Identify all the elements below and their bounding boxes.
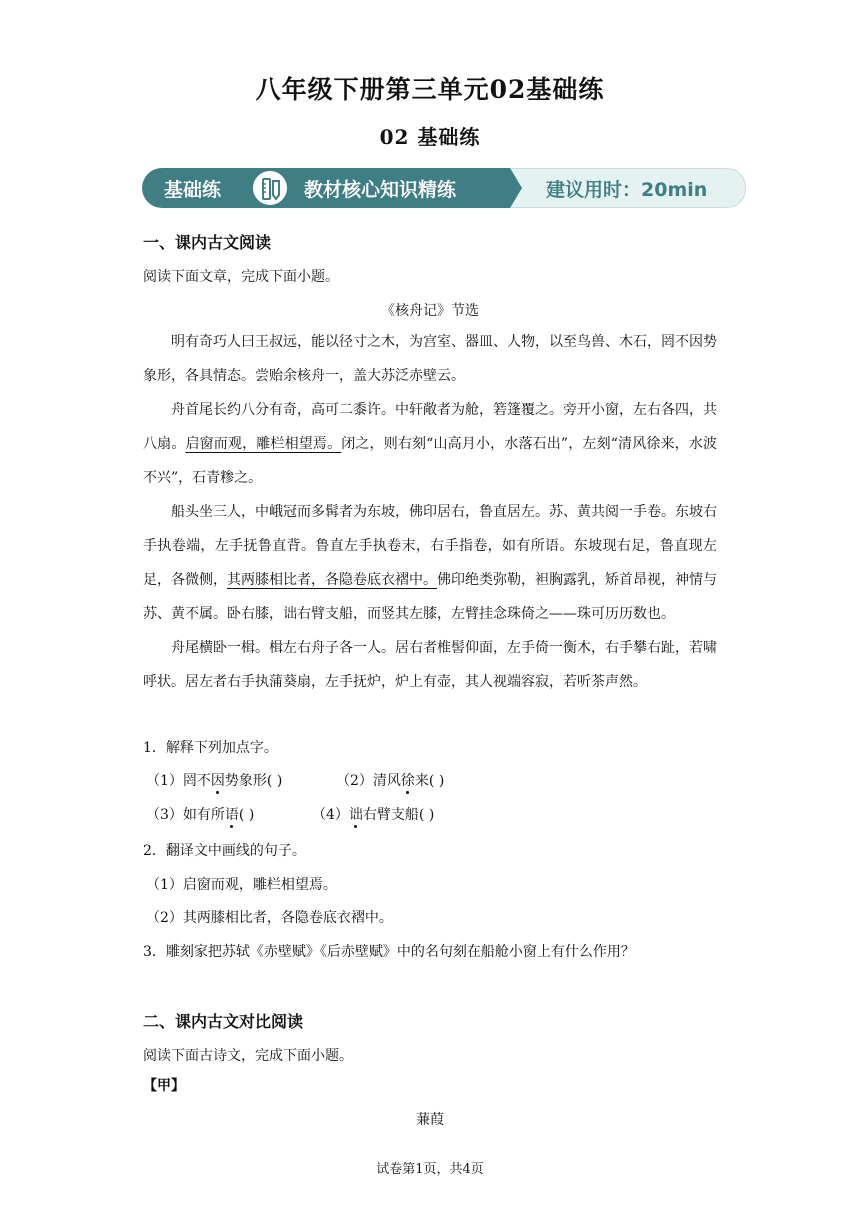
page-subtitle: 02 基础练	[379, 125, 481, 149]
question-1-item-1: （1）罔不因势象形( )	[146, 773, 283, 789]
passage-paragraph-4: 舟尾横卧一楫。楫左右舟子各一人。居右者椎髻仰面，左手倚一衡木，右手攀右趾，若啸呼状。居左者右手执蒲葵扇，左手抚炉，炉上有壶，其人视端容寂，若听茶声然。	[143, 640, 717, 690]
question-1-item-3: （3）如有所语( )	[146, 807, 255, 823]
page-title: 八年级下册第三单元02基础练	[255, 75, 605, 104]
section1-heading: 一、课内古文阅读	[143, 233, 272, 252]
passage-text	[143, 325, 717, 699]
banner-label-time: 建议用时：20min	[546, 179, 708, 201]
poem-title: 蒹葭	[416, 1112, 444, 1128]
banner-label-core: 教材核心知识精练	[304, 179, 457, 201]
section-banner	[142, 168, 746, 208]
section1-instruction: 阅读下面文章，完成下面小题。	[143, 269, 339, 285]
page-footer: 试卷第1页，共4页	[376, 1162, 484, 1177]
question-3: 3．雕刻家把苏轼《赤壁赋》《后赤壁赋》中的名句刻在船舱小窗上有什么作用？	[143, 944, 635, 960]
ruler-pencil-icon	[251, 169, 289, 207]
question-2: 2．翻译文中画线的句子。	[143, 843, 306, 859]
section2-part-label: 【甲】	[143, 1078, 185, 1094]
banner-label-basic: 基础练	[164, 179, 222, 201]
question-2-item-2: （2）其两膝相比者，各隐卷底衣褶中。	[146, 910, 393, 926]
underlined-sentence-2: 其两膝相比者，各隐卷底衣褶中。	[227, 572, 437, 588]
passage-paragraph-1: 明有奇巧人曰王叔远，能以径寸之木，为宫室、器皿、人物，以至鸟兽、木石，罔不因势象形，各具情态。尝贻余核舟一，盖大苏泛赤壁云。	[143, 334, 717, 384]
passage-title: 《核舟记》节选	[381, 303, 479, 319]
question-1: 1．解释下列加点字。	[143, 740, 278, 756]
underlined-sentence-1: 启窗而观，雕栏相望焉。	[185, 436, 342, 452]
question-1-item-2: （2）清风徐来( )	[336, 773, 445, 789]
question-2-item-1: （1）启窗而观，雕栏相望焉。	[146, 877, 337, 893]
section2-instruction: 阅读下面古诗文，完成下面小题。	[143, 1048, 353, 1064]
section2-heading: 二、课内古文对比阅读	[143, 1012, 304, 1031]
passage-paragraph-3: 船头坐三人，中峨冠而多髯者为东坡，佛印居右，鲁直居左。苏、黄共阅一手卷。东坡右手执卷端，左手抚鲁直背。鲁直左手执卷末，右手指卷，如有所语。东坡现右足，鲁直现左足，各微侧，其两膝相比者，各隐卷底衣褶中。佛印绝类弥勒，袒胸露乳，矫首昂视，神情与苏、黄不属。卧右膝，诎右臂支船，而竖其左膝，左臂挂念珠倚之——珠可历历数也。	[143, 504, 717, 622]
passage-paragraph-2: 舟首尾长约八分有奇，高可二黍许。中轩敞者为舱，箬篷覆之。旁开小窗，左右各四，共八扇。启窗而观，雕栏相望焉。闭之，则右刻“山高月小，水落石出”，左刻“清风徐来，水波不兴”，石青糁之。	[143, 402, 717, 486]
question-1-item-4: （4）诎右臂支船( )	[312, 807, 435, 823]
